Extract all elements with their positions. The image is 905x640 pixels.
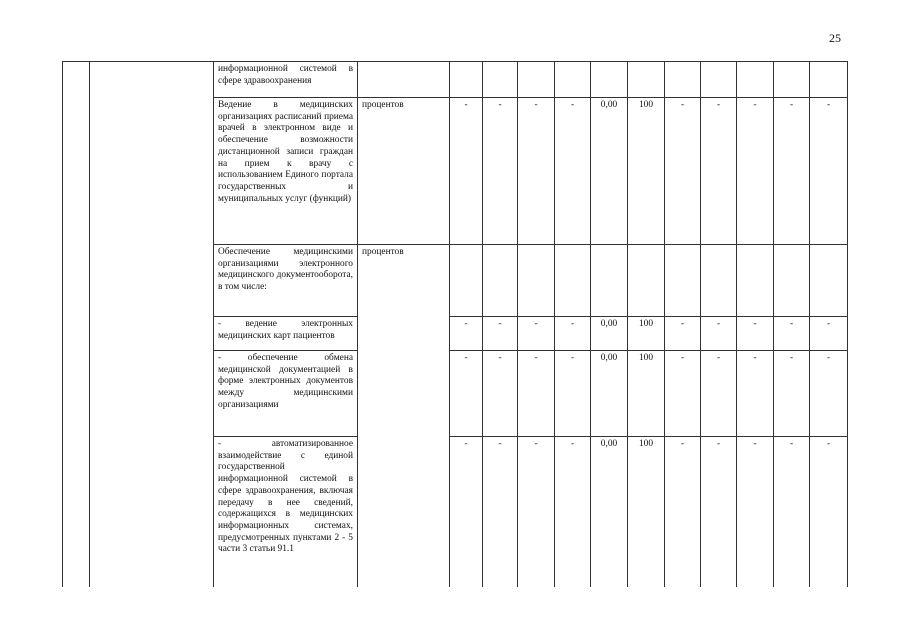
row-number-cell	[63, 351, 90, 437]
value-cell	[737, 62, 774, 98]
value-cell: -	[450, 351, 483, 437]
value-cell: -	[483, 98, 518, 245]
row-number-cell	[63, 98, 90, 245]
value-cell	[450, 62, 483, 98]
value-cell: 100	[628, 437, 665, 587]
value-cell: -	[555, 437, 591, 587]
goal-cell	[90, 317, 214, 351]
page-number: 25	[829, 31, 841, 45]
value-cell: -	[665, 98, 701, 245]
unit-cell	[358, 437, 450, 587]
indicator-name-cell: - обеспечение обмена медицинской документацией в форме электронных документов между медицинскими организациями	[214, 351, 358, 437]
value-cell: -	[737, 351, 774, 437]
indicator-name-cell: - автоматизированное взаимодействие с единой государственной информационной системой в сфере здравоохранения, включая передачу в нее сведений, содержащихся в медицинских информационных системах, предусмотренных пунктами 2 - 5 части 3 статьи 91.1	[214, 437, 358, 587]
goal-cell	[90, 437, 214, 587]
table-row	[63, 351, 848, 437]
indicator-name-cell: информационной системой в сфере здравоохранения	[214, 62, 358, 98]
value-cell: -	[810, 317, 848, 351]
table-row	[63, 245, 848, 317]
value-cell: 0,00	[591, 437, 628, 587]
value-cell: 0,00	[591, 351, 628, 437]
value-cell	[774, 245, 810, 317]
goal-cell	[90, 98, 214, 245]
table-row	[63, 98, 848, 245]
row-number-cell	[63, 437, 90, 587]
value-cell: -	[450, 437, 483, 587]
value-cell	[591, 62, 628, 98]
value-cell: -	[701, 437, 737, 587]
unit-cell	[358, 62, 450, 98]
value-cell: -	[555, 351, 591, 437]
value-cell: -	[483, 351, 518, 437]
goal-cell	[90, 245, 214, 317]
value-cell	[701, 62, 737, 98]
value-cell: -	[737, 317, 774, 351]
value-cell	[483, 62, 518, 98]
unit-cell	[358, 351, 450, 437]
row-number-cell	[63, 317, 90, 351]
value-cell: -	[701, 98, 737, 245]
value-cell	[810, 245, 848, 317]
value-cell: -	[810, 98, 848, 245]
value-cell: -	[665, 437, 701, 587]
value-cell: -	[701, 351, 737, 437]
value-cell: 0,00	[591, 98, 628, 245]
value-cell: -	[810, 437, 848, 587]
value-cell	[483, 245, 518, 317]
value-cell	[628, 245, 665, 317]
goal-cell	[90, 62, 214, 98]
value-cell: -	[555, 98, 591, 245]
unit-cell	[358, 317, 450, 351]
indicator-name-cell: Ведение в медицинских организациях расписаний приема врачей в электронном виде и обеспечение возможности дистанционной записи граждан на прием к врачу с использованием Единого портала государственных и муниципальных услуг (функций)	[214, 98, 358, 245]
value-cell: 100	[628, 98, 665, 245]
value-cell	[518, 245, 555, 317]
value-cell: -	[665, 317, 701, 351]
value-cell: -	[518, 98, 555, 245]
table-row	[63, 437, 848, 587]
value-cell: -	[518, 437, 555, 587]
value-cell: -	[518, 317, 555, 351]
value-cell	[518, 62, 555, 98]
value-cell	[665, 62, 701, 98]
value-cell	[737, 245, 774, 317]
value-cell: -	[701, 317, 737, 351]
value-cell: 100	[628, 351, 665, 437]
value-cell	[810, 62, 848, 98]
value-cell: -	[483, 317, 518, 351]
value-cell	[701, 245, 737, 317]
value-cell: -	[665, 351, 701, 437]
value-cell: -	[737, 437, 774, 587]
unit-cell: процентов	[358, 245, 450, 317]
value-cell: -	[774, 437, 810, 587]
value-cell: -	[450, 98, 483, 245]
row-number-cell	[63, 62, 90, 98]
unit-cell: процентов	[358, 98, 450, 245]
indicator-name-cell: Обеспечение медицинскими организациями электронного медицинского документооборота, в том числе:	[214, 245, 358, 317]
value-cell: 0,00	[591, 317, 628, 351]
row-number-cell	[63, 245, 90, 317]
value-cell: -	[774, 351, 810, 437]
value-cell	[450, 245, 483, 317]
value-cell: 100	[628, 317, 665, 351]
value-cell: -	[774, 317, 810, 351]
value-cell: -	[483, 437, 518, 587]
value-cell: -	[737, 98, 774, 245]
table-row	[63, 317, 848, 351]
value-cell	[665, 245, 701, 317]
value-cell: -	[774, 98, 810, 245]
indicator-name-cell: - ведение электронных медицинских карт пациентов	[214, 317, 358, 351]
value-cell	[628, 62, 665, 98]
table-row	[63, 62, 848, 98]
value-cell: -	[810, 351, 848, 437]
value-cell: -	[518, 351, 555, 437]
value-cell	[555, 62, 591, 98]
value-cell: -	[555, 317, 591, 351]
value-cell: -	[450, 317, 483, 351]
goal-cell	[90, 351, 214, 437]
indicator-table	[62, 61, 848, 587]
value-cell	[774, 62, 810, 98]
value-cell	[591, 245, 628, 317]
value-cell	[555, 245, 591, 317]
